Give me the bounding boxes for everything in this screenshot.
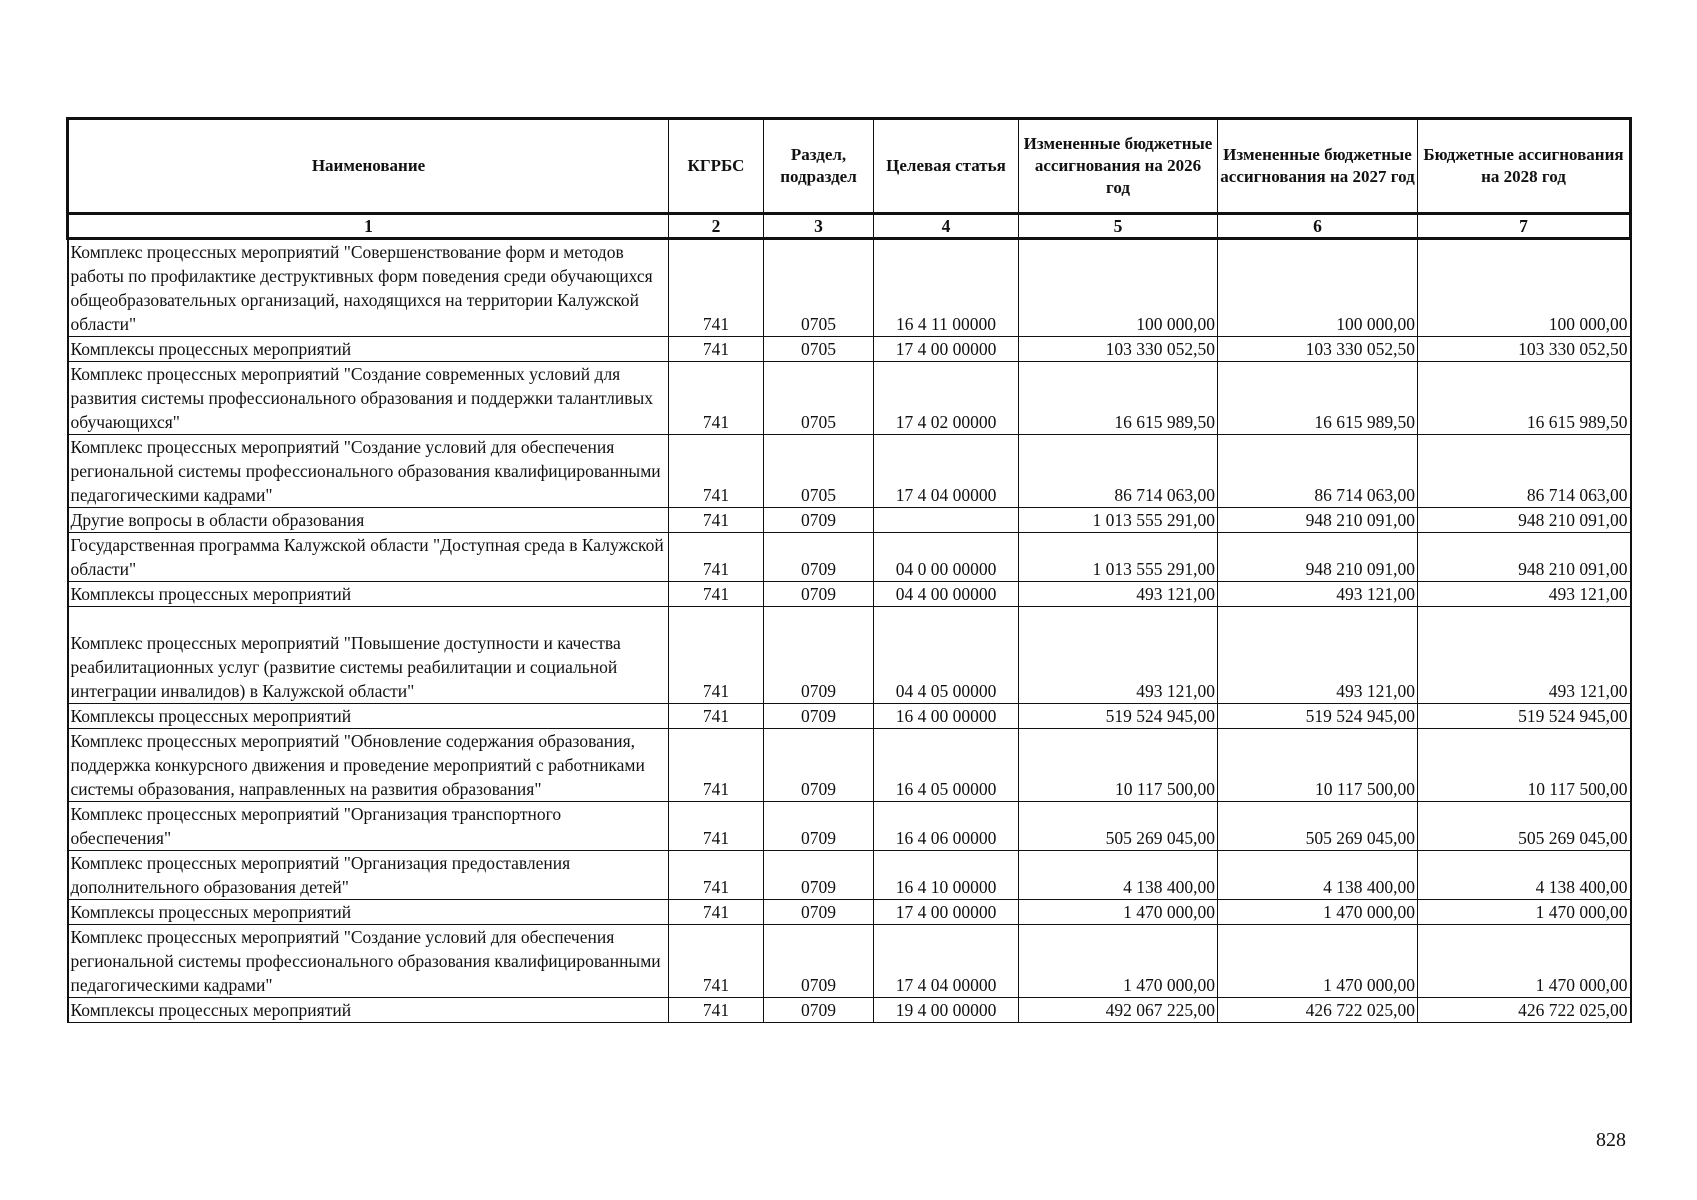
row-name: Комплексы процессных мероприятий bbox=[68, 704, 669, 729]
row-kgrbs: 741 bbox=[669, 582, 764, 607]
row-2026: 493 121,00 bbox=[1019, 607, 1218, 704]
row-section: 0709 bbox=[764, 851, 874, 900]
row-2027: 86 714 063,00 bbox=[1218, 435, 1418, 508]
row-kgrbs: 741 bbox=[669, 435, 764, 508]
row-target: 16 4 11 00000 bbox=[874, 239, 1019, 337]
row-section: 0709 bbox=[764, 900, 874, 925]
row-kgrbs: 741 bbox=[669, 508, 764, 533]
row-name: Комплексы процессных мероприятий bbox=[68, 337, 669, 362]
row-target: 16 4 05 00000 bbox=[874, 729, 1019, 802]
row-kgrbs: 741 bbox=[669, 362, 764, 435]
row-2028: 519 524 945,00 bbox=[1418, 704, 1631, 729]
column-number: 1 bbox=[68, 214, 669, 239]
row-2027: 505 269 045,00 bbox=[1218, 802, 1418, 851]
row-target: 16 4 06 00000 bbox=[874, 802, 1019, 851]
column-number: 3 bbox=[764, 214, 874, 239]
row-name: Комплекс процессных мероприятий "Создание условий для обеспечения региональной системы профессионального образования квалифицированными педагогическими кадрами" bbox=[68, 435, 669, 508]
row-2028: 948 210 091,00 bbox=[1418, 508, 1631, 533]
row-section: 0709 bbox=[764, 607, 874, 704]
row-2026: 1 470 000,00 bbox=[1019, 900, 1218, 925]
column-number: 4 bbox=[874, 214, 1019, 239]
table-row bbox=[68, 533, 1631, 582]
table-row bbox=[68, 508, 1631, 533]
row-2027: 16 615 989,50 bbox=[1218, 362, 1418, 435]
row-2026: 492 067 225,00 bbox=[1019, 998, 1218, 1023]
row-2028: 86 714 063,00 bbox=[1418, 435, 1631, 508]
row-section: 0709 bbox=[764, 704, 874, 729]
row-2026: 86 714 063,00 bbox=[1019, 435, 1218, 508]
row-2027: 426 722 025,00 bbox=[1218, 998, 1418, 1023]
row-kgrbs: 741 bbox=[669, 533, 764, 582]
header-2028: Бюджетные ассигнования на 2028 год bbox=[1418, 119, 1631, 214]
header-target: Целевая статья bbox=[874, 119, 1019, 214]
row-section: 0705 bbox=[764, 337, 874, 362]
row-2027: 1 470 000,00 bbox=[1218, 925, 1418, 998]
row-2027: 948 210 091,00 bbox=[1218, 533, 1418, 582]
table-row bbox=[68, 362, 1631, 435]
row-kgrbs: 741 bbox=[669, 729, 764, 802]
row-kgrbs: 741 bbox=[669, 925, 764, 998]
row-name: Другие вопросы в области образования bbox=[68, 508, 669, 533]
row-kgrbs: 741 bbox=[669, 802, 764, 851]
row-2026: 493 121,00 bbox=[1019, 582, 1218, 607]
row-target: 16 4 00 00000 bbox=[874, 704, 1019, 729]
row-name: Комплекс процессных мероприятий "Обновление содержания образования, поддержка конкурсного движения и проведение мероприятий с работниками системы образования, направленных на развития образования" bbox=[68, 729, 669, 802]
header-section: Раздел, подраздел bbox=[764, 119, 874, 214]
page-number: 828 bbox=[1596, 1129, 1626, 1151]
row-name: Комплексы процессных мероприятий bbox=[68, 582, 669, 607]
table-row bbox=[68, 337, 1631, 362]
table-row bbox=[68, 239, 1631, 337]
row-2027: 493 121,00 bbox=[1218, 607, 1418, 704]
row-kgrbs: 741 bbox=[669, 851, 764, 900]
row-target: 17 4 04 00000 bbox=[874, 435, 1019, 508]
table-row bbox=[68, 851, 1631, 900]
row-2026: 1 470 000,00 bbox=[1019, 925, 1218, 998]
row-target: 16 4 10 00000 bbox=[874, 851, 1019, 900]
row-section: 0709 bbox=[764, 582, 874, 607]
row-section: 0709 bbox=[764, 925, 874, 998]
table-row bbox=[68, 704, 1631, 729]
row-2026: 10 117 500,00 bbox=[1019, 729, 1218, 802]
row-name: Комплекс процессных мероприятий "Повышение доступности и качества реабилитационных услуг (развитие системы реабилитации и социальной интеграции инвалидов) в Калужской области" bbox=[68, 607, 669, 704]
row-2027: 1 470 000,00 bbox=[1218, 900, 1418, 925]
column-number: 5 bbox=[1019, 214, 1218, 239]
row-2026: 103 330 052,50 bbox=[1019, 337, 1218, 362]
row-2027: 100 000,00 bbox=[1218, 239, 1418, 337]
row-kgrbs: 741 bbox=[669, 998, 764, 1023]
budget-table bbox=[66, 117, 1632, 1023]
column-number: 7 bbox=[1418, 214, 1631, 239]
table-row bbox=[68, 925, 1631, 998]
table-row bbox=[68, 900, 1631, 925]
row-name: Комплекс процессных мероприятий "Совершенствование форм и методов работы по профилактике деструктивных форм поведения среди обучающихся общеобразовательных организаций, находящихся на территории Калужской области" bbox=[68, 239, 669, 337]
column-number-row bbox=[68, 214, 1631, 239]
row-name: Комплекс процессных мероприятий "Создание современных условий для развития системы профессионального образования и поддержки талантливых обучающихся" bbox=[68, 362, 669, 435]
row-2028: 1 470 000,00 bbox=[1418, 900, 1631, 925]
row-2027: 103 330 052,50 bbox=[1218, 337, 1418, 362]
row-target: 04 4 00 00000 bbox=[874, 582, 1019, 607]
row-target: 19 4 00 00000 bbox=[874, 998, 1019, 1023]
table-row bbox=[68, 802, 1631, 851]
row-target: 17 4 00 00000 bbox=[874, 337, 1019, 362]
table-row bbox=[68, 435, 1631, 508]
row-2026: 16 615 989,50 bbox=[1019, 362, 1218, 435]
table-row bbox=[68, 998, 1631, 1023]
table-row bbox=[68, 582, 1631, 607]
row-2027: 493 121,00 bbox=[1218, 582, 1418, 607]
table-row bbox=[68, 607, 1631, 704]
row-section: 0709 bbox=[764, 533, 874, 582]
table-row bbox=[68, 729, 1631, 802]
row-2028: 103 330 052,50 bbox=[1418, 337, 1631, 362]
column-number: 6 bbox=[1218, 214, 1418, 239]
row-target: 04 4 05 00000 bbox=[874, 607, 1019, 704]
row-target: 17 4 02 00000 bbox=[874, 362, 1019, 435]
row-2026: 1 013 555 291,00 bbox=[1019, 508, 1218, 533]
row-name: Комплексы процессных мероприятий bbox=[68, 998, 669, 1023]
row-section: 0709 bbox=[764, 729, 874, 802]
row-target bbox=[874, 508, 1019, 533]
row-2026: 519 524 945,00 bbox=[1019, 704, 1218, 729]
row-kgrbs: 741 bbox=[669, 607, 764, 704]
row-2028: 100 000,00 bbox=[1418, 239, 1631, 337]
header-2026: Измененные бюджетные ассигнования на 2026 год bbox=[1019, 119, 1218, 214]
row-2028: 493 121,00 bbox=[1418, 607, 1631, 704]
row-kgrbs: 741 bbox=[669, 900, 764, 925]
row-target: 17 4 04 00000 bbox=[874, 925, 1019, 998]
row-2026: 100 000,00 bbox=[1019, 239, 1218, 337]
row-2026: 1 013 555 291,00 bbox=[1019, 533, 1218, 582]
row-2027: 10 117 500,00 bbox=[1218, 729, 1418, 802]
row-name: Комплекс процессных мероприятий "Организация транспортного обеспечения" bbox=[68, 802, 669, 851]
row-2028: 4 138 400,00 bbox=[1418, 851, 1631, 900]
column-number: 2 bbox=[669, 214, 764, 239]
header-name: Наименование bbox=[68, 119, 669, 214]
row-target: 04 0 00 00000 bbox=[874, 533, 1019, 582]
row-section: 0705 bbox=[764, 362, 874, 435]
row-target: 17 4 00 00000 bbox=[874, 900, 1019, 925]
row-2028: 426 722 025,00 bbox=[1418, 998, 1631, 1023]
row-section: 0709 bbox=[764, 998, 874, 1023]
row-name: Комплекс процессных мероприятий "Создание условий для обеспечения региональной системы профессионального образования квалифицированными педагогическими кадрами" bbox=[68, 925, 669, 998]
row-kgrbs: 741 bbox=[669, 704, 764, 729]
row-2028: 1 470 000,00 bbox=[1418, 925, 1631, 998]
row-section: 0709 bbox=[764, 508, 874, 533]
row-2026: 505 269 045,00 bbox=[1019, 802, 1218, 851]
row-section: 0705 bbox=[764, 435, 874, 508]
row-2027: 948 210 091,00 bbox=[1218, 508, 1418, 533]
row-name: Комплекс процессных мероприятий "Организация предоставления дополнительного образования детей" bbox=[68, 851, 669, 900]
header-kgrbs: КГРБС bbox=[669, 119, 764, 214]
row-2027: 4 138 400,00 bbox=[1218, 851, 1418, 900]
row-name: Комплексы процессных мероприятий bbox=[68, 900, 669, 925]
row-2028: 948 210 091,00 bbox=[1418, 533, 1631, 582]
row-2028: 10 117 500,00 bbox=[1418, 729, 1631, 802]
row-2028: 16 615 989,50 bbox=[1418, 362, 1631, 435]
row-2028: 493 121,00 bbox=[1418, 582, 1631, 607]
table-header-row bbox=[68, 119, 1631, 214]
header-2027: Измененные бюджетные ассигнования на 2027 год bbox=[1218, 119, 1418, 214]
row-kgrbs: 741 bbox=[669, 239, 764, 337]
row-name: Государственная программа Калужской области "Доступная среда в Калужской области" bbox=[68, 533, 669, 582]
row-kgrbs: 741 bbox=[669, 337, 764, 362]
row-2027: 519 524 945,00 bbox=[1218, 704, 1418, 729]
row-section: 0705 bbox=[764, 239, 874, 337]
row-2026: 4 138 400,00 bbox=[1019, 851, 1218, 900]
row-section: 0709 bbox=[764, 802, 874, 851]
row-2028: 505 269 045,00 bbox=[1418, 802, 1631, 851]
